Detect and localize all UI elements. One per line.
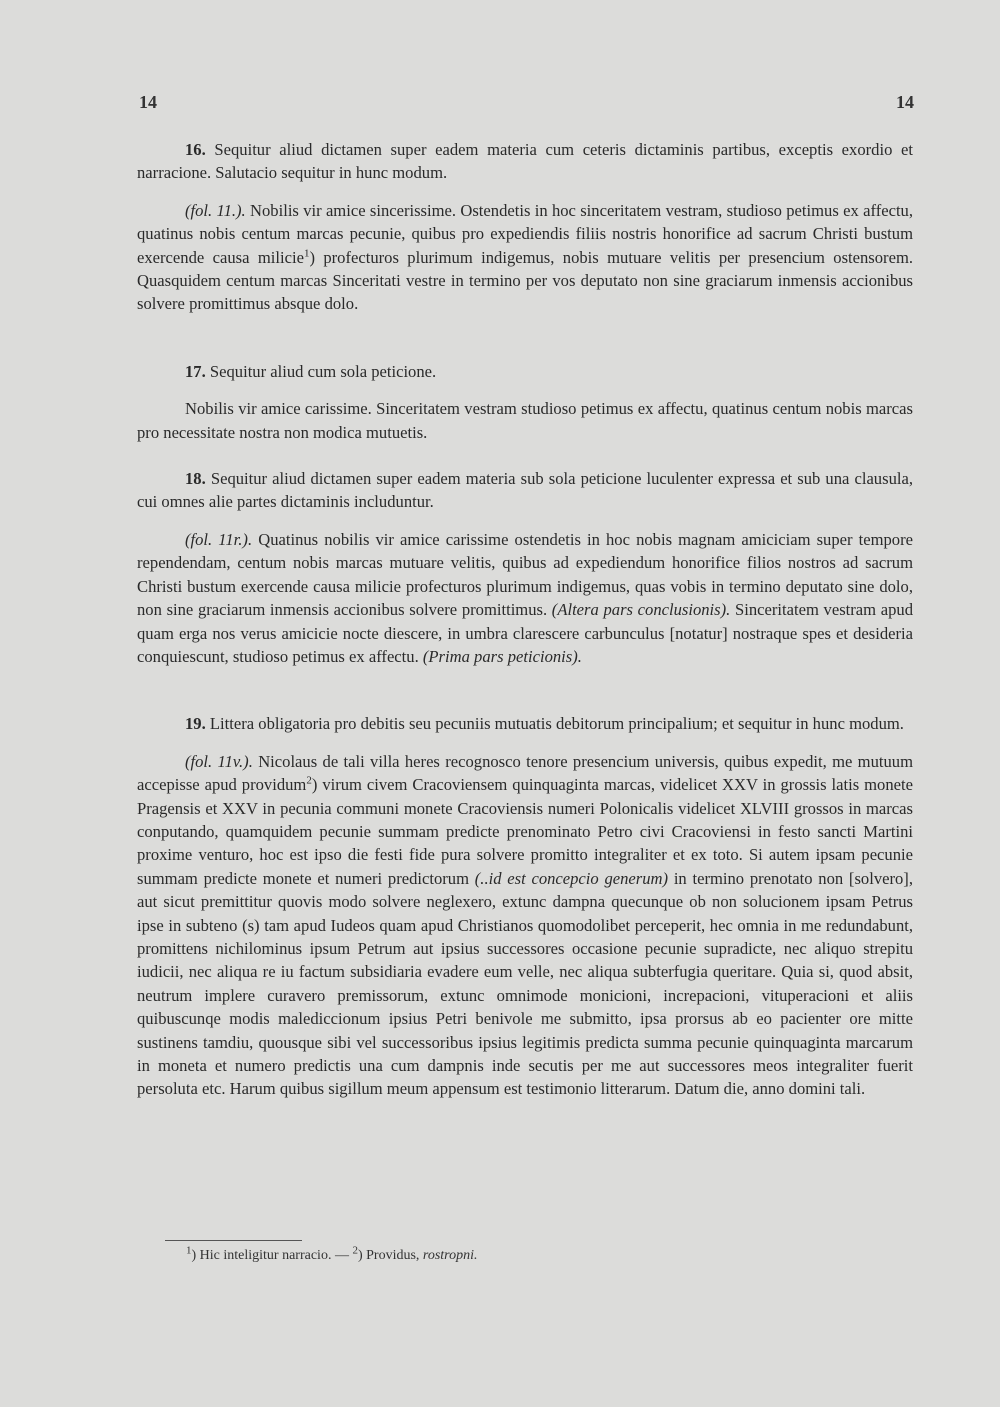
- folio-ref: (fol. 11.).: [185, 200, 246, 220]
- italic-note: (..id est concepcio generum): [474, 868, 669, 888]
- footnote-text: ) Providus,: [357, 1248, 423, 1263]
- italic-note: (Altera pars conclusionis).: [551, 600, 731, 620]
- section-number: 18.: [185, 469, 206, 489]
- footnotes: [186, 1246, 478, 1266]
- page-header: [139, 92, 914, 113]
- footnote-ref: 1: [303, 247, 310, 260]
- folio-ref: (fol. 11v.).: [185, 751, 253, 771]
- section-18-heading: [137, 467, 913, 514]
- footnote-mark: 1: [186, 1244, 192, 1257]
- footnote-ref: 2: [306, 774, 312, 787]
- body-text: Sinceritatem vestram apud quam erga nos verus amicicie nocte diescere, in umbra clarescere carbunculus [notatur] nostraque spes et desideria conquiescunt, studioso petimus ex affectu.: [137, 600, 913, 666]
- body-text: Nobilis vir amice sincerissime. Ostendetis in hoc sinceritatem vestram, studioso petimus ex affectu, quatinus nobis centum marcas pecunie, quibus pro expediendis filiis nostris honorifice ad sacrum Christi bustum exercende causa milicie: [137, 200, 914, 267]
- body-text: ) profecturos plurimum indigemus, nobis mutuare velitis per presencium ostensorem. Quasquidem centum marcas Sinceritati vestre in termino per vos deputato non sine graciarum inmensis accionibus solvere promittimus absque dolo.: [137, 247, 913, 314]
- section-number: 17.: [185, 361, 206, 381]
- section-number: 16.: [185, 140, 206, 159]
- folio-ref: (fol. 11r.).: [185, 529, 253, 549]
- body-text: Nicolaus de tali villa heres recognosco tenore presencium universis, quibus expedit, me mutuum accepisse apud providum: [137, 751, 913, 795]
- section-number: 19.: [185, 714, 206, 734]
- page-number-right: 14: [896, 92, 914, 112]
- body-text: Quatinus nobilis vir amice carissime ostendetis in hoc nobis magnam amiciciam super tempore rependendam, centum nobis marcas mutuare velitis, quibus ad expediendum honorifice filios nostros ad sacrum Christi bustum exercende causa milicie profecturos plurimum indigemus, quas vobis in termino deputato sine dolo, non sine graciarum inmensis accionibus solvere promittimus.: [137, 529, 913, 620]
- body-text: ) virum civem Cracoviensem quinquaginta marcas, videlicet XXV in grossis latis monete Pragensis et XXV in pecunia communi monete Cracoviensis numeri Polonicalis videlicet XLVIII grossos in marcas conputando, quamquidem pecunie summam predicte prenominato Petro civi Cracoviensi in festo sancti Martini proxime venturo, hoc est ipso die festi fide pura solvere promitto integraliter et ex toto. Si autem ipsam pecunie summam predicte monete et numeri predictorum: [137, 775, 913, 888]
- section-16-body: [137, 199, 913, 316]
- section-18-body: [137, 528, 913, 668]
- section-19-heading: [137, 712, 913, 735]
- italic-note: (Prima pars peticionis).: [422, 646, 582, 666]
- section-16-heading: [137, 138, 913, 185]
- footnote-italic: rostropni.: [422, 1248, 478, 1263]
- footnote-mark: 2: [352, 1244, 358, 1257]
- footnote-divider: [165, 1240, 302, 1241]
- heading-text: Littera obligatoria pro debitis seu pecuniis mutuatis debitorum principalium; et sequitur in hunc modum.: [205, 714, 904, 734]
- body-text: Nobilis vir amice carissime. Sinceritatem vestram studioso petimus ex affectu, quatinus centum nobis marcas pro necessitate nostra non modica mutuetis.: [137, 399, 913, 442]
- heading-text: Sequitur aliud dictamen super eadem materia sub sola peticione luculenter expressa et sub una clausula, cui omnes alie partes dictaminis includuntur.: [137, 469, 913, 512]
- section-17-body: [137, 397, 913, 444]
- page-number-left: 14: [139, 92, 157, 112]
- section-19-body: [137, 750, 913, 1101]
- footnote-text: ) Hic inteligitur narracio. —: [191, 1248, 353, 1263]
- body-text: in termino prenotato non [solvero], aut sicut premittitur quovis modo solvere neglexero, extunc dampna quecunque ob non solucionem ipsam Petrus ipse in subteno (s) tam apud Iudeos quam apud Christianos quomodolibet perceperit, hec omnia in me redundabunt, promittens nichilominus ipsum Petrum aut ipsius successores occasione pecunie supradicte, nec aliquo strepitu iudicii, nec aliqua re iu factum subsidiaria evadere eum velle, nec aliqua subterfugia queritare. Quia si, quod absit, neutrum implere curavero premissorum, extunc omnimode monicioni, increpacioni, vituperacioni et aliis quibuscunqe modis malediccionum ipsius Petri benivole me submitto, ipsa prorsus ab eo pacienter ore mitte sustinens tamdiu, quousque sibi vel successoribus ipsius legitimis predicta summa pecunie quinquaginta marcarum in moneta et numero predictis una cum dampnis inde secutis per me aut successores meos integraliter fuerit persoluta etc. Harum quibus sigillum meum appensum est testimonio litterarum. Datum die, anno domini tali.: [137, 868, 913, 1099]
- section-17-heading: [137, 360, 913, 383]
- heading-text: Sequitur aliud cum sola peticione.: [205, 361, 437, 381]
- main-text: [137, 138, 913, 1101]
- heading-text: Sequitur aliud dictamen super eadem materia cum ceteris dictaminis partibus, exceptis exordio et narracione. Salutacio sequitur in hunc modum.: [137, 140, 913, 183]
